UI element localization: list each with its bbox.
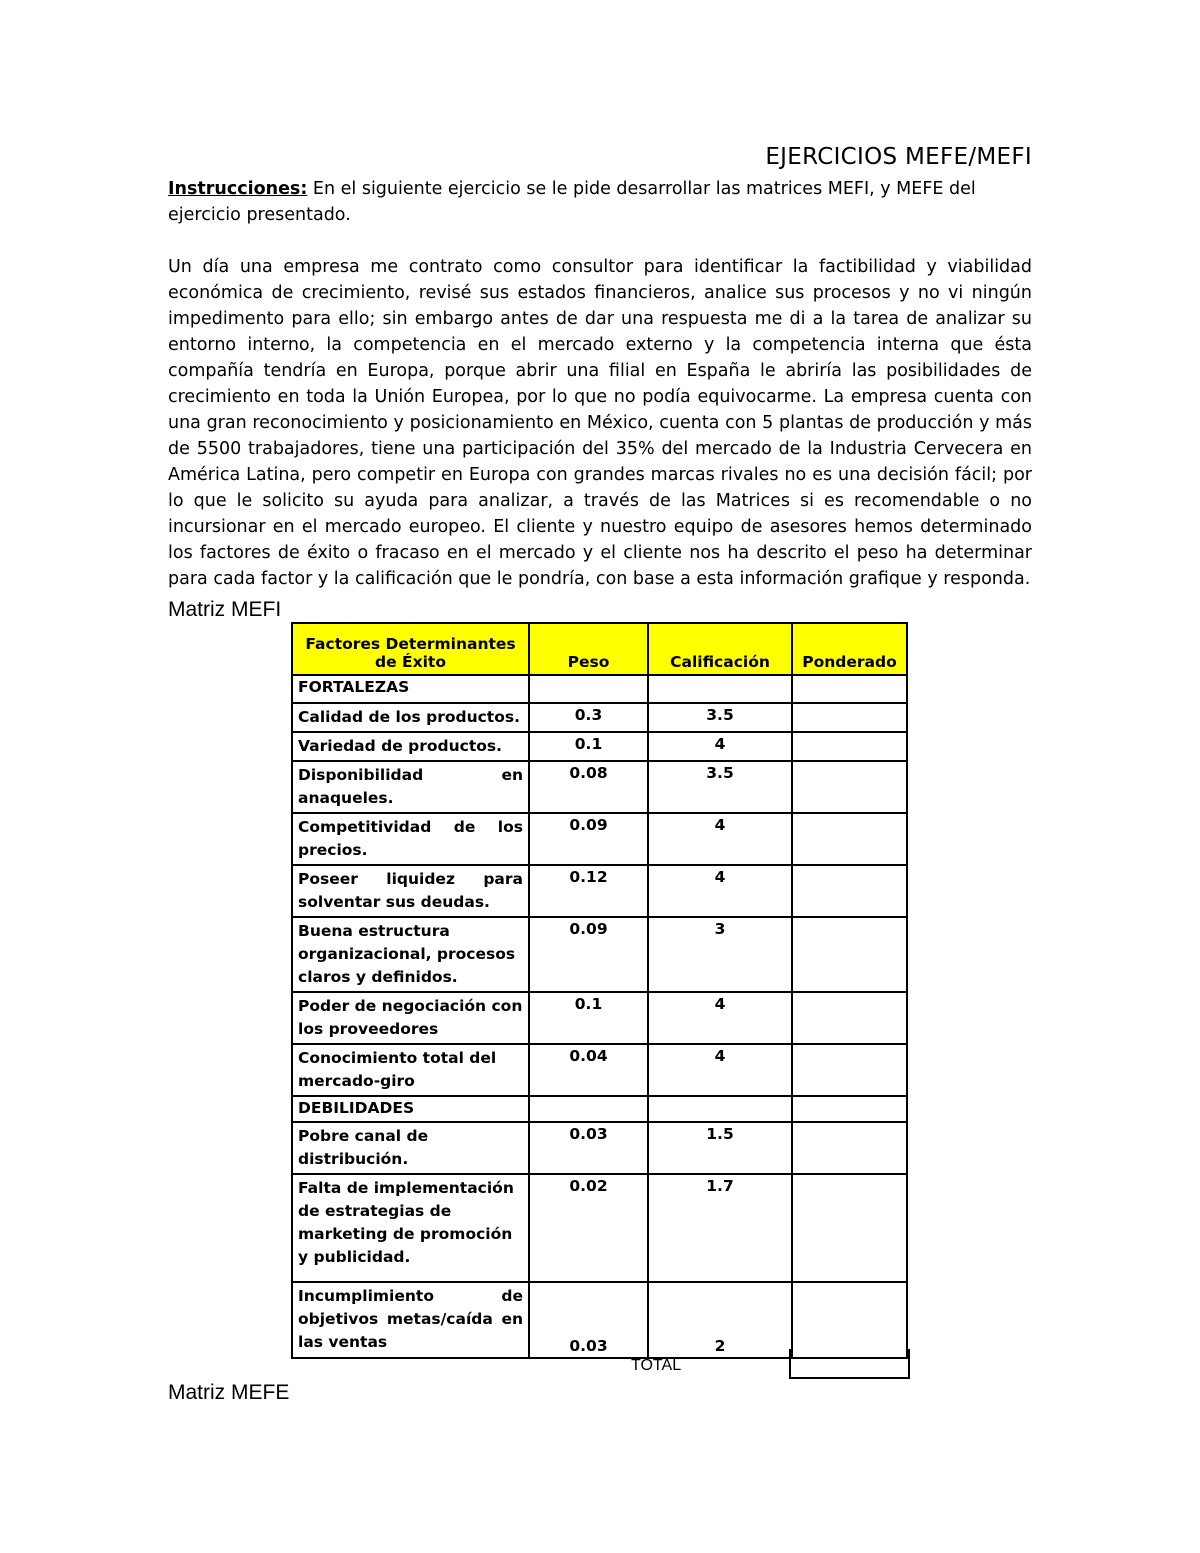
table-row xyxy=(292,1122,907,1174)
body-paragraph: Un día una empresa me contrato como consultor para identificar la factibilidad y viabilidad económica de crecimiento, revisé sus estados financieros, analice sus procesos y no vi ningún impedimento para ello; sin embargo antes de dar una respuesta me di a la tarea de analizar su entorno interno, la competencia en el mercado externo y la competencia interna que ésta compañía tendría en Europa, porque abrir una filial en España le abriría las posibilidades de crecimiento en toda la Unión Europea, por lo que no podía equivocarme. La empresa cuenta con una gran reconocimiento y posicionamiento en México, cuenta con 5 plantas de producción y más de 5500 trabajadores, tiene una participación del 35% del mercado de la Industria Cervecera en América Latina, pero competir en Europa con grandes marcas rivales no es una decisión fácil; por lo que le solicito su ayuda para analizar, a través de las Matrices si es recomendable o no incursionar en el mercado europeo. El cliente y nuestro equipo de asesores hemos determinado los factores de éxito o fracaso en el mercado y el cliente nos ha descrito el peso ha determinar para cada factor y la calificación que le pondría, con base a esta información grafique y responda. xyxy=(168,257,1032,589)
table-row xyxy=(292,732,907,761)
table-row xyxy=(292,761,907,813)
ponderado-cell xyxy=(792,1122,907,1174)
factor-cell: Incumplimiento de objetivos metas/caída en las ventas xyxy=(292,1282,529,1358)
factor-cell: Calidad de los productos. xyxy=(292,703,529,732)
calificacion-cell: 1.7 xyxy=(648,1174,792,1282)
factor-cell: Falta de implementación de estrategias de marketing de promoción y publicidad. xyxy=(292,1174,529,1282)
section-row-fortalezas xyxy=(292,675,907,703)
ponderado-cell xyxy=(792,732,907,761)
factor-cell: Variedad de productos. xyxy=(292,732,529,761)
empty-cell xyxy=(529,675,648,703)
table-row xyxy=(292,1174,907,1282)
calificacion-cell: 3.5 xyxy=(648,703,792,732)
empty-cell xyxy=(529,1096,648,1122)
factor-cell: Poder de negociación con los proveedores xyxy=(292,992,529,1044)
mefi-table xyxy=(291,622,908,1359)
ponderado-cell xyxy=(792,992,907,1044)
calificacion-cell: 4 xyxy=(648,865,792,917)
peso-cell: 0.1 xyxy=(529,732,648,761)
empty-cell xyxy=(792,1096,907,1122)
instructions-text: En el siguiente ejercicio se le pide desarrollar las matrices MEFI, y MEFE del ejercicio presentado. xyxy=(168,179,976,225)
peso-cell: 0.03 xyxy=(529,1122,648,1174)
page-title: EJERCICIOS MEFE/MEFI xyxy=(765,144,1032,170)
peso-cell: 0.02 xyxy=(529,1174,648,1282)
calificacion-cell: 4 xyxy=(648,1044,792,1096)
empty-cell xyxy=(648,1096,792,1122)
factor-cell: Competitividad de los precios. xyxy=(292,813,529,865)
calificacion-cell: 3 xyxy=(648,917,792,992)
total-label: TOTAL xyxy=(631,1357,682,1374)
section-label-fortalezas: FORTALEZAS xyxy=(292,675,529,703)
caption-matriz-mefe: Matriz MEFE xyxy=(168,1381,290,1404)
factor-cell: Disponibilidad en anaqueles. xyxy=(292,761,529,813)
table-row xyxy=(292,813,907,865)
header-peso: Peso xyxy=(529,623,648,675)
ponderado-cell xyxy=(792,813,907,865)
section-row-debilidades xyxy=(292,1096,907,1122)
table-row xyxy=(292,992,907,1044)
table-row xyxy=(292,1044,907,1096)
ponderado-cell xyxy=(792,865,907,917)
calificacion-cell: 1.5 xyxy=(648,1122,792,1174)
factor-cell: Conocimiento total del mercado-giro xyxy=(292,1044,529,1096)
calificacion-cell: 4 xyxy=(648,813,792,865)
peso-cell: 0.08 xyxy=(529,761,648,813)
factor-cell: Buena estructura organizacional, procesos claros y definidos. xyxy=(292,917,529,992)
calificacion-cell: 4 xyxy=(648,732,792,761)
peso-cell: 0.3 xyxy=(529,703,648,732)
table-row xyxy=(292,703,907,732)
caption-matriz-mefi: Matriz MEFI xyxy=(168,598,282,621)
instructions xyxy=(168,176,1032,228)
ponderado-cell xyxy=(792,1282,907,1358)
calificacion-cell: 3.5 xyxy=(648,761,792,813)
table-header-row xyxy=(292,623,907,675)
table-row xyxy=(292,1282,907,1358)
factor-cell: Pobre canal de distribución. xyxy=(292,1122,529,1174)
empty-cell xyxy=(792,675,907,703)
instructions-label: Instrucciones: xyxy=(168,179,308,199)
total-row xyxy=(291,1349,908,1379)
ponderado-cell xyxy=(792,761,907,813)
calificacion-cell: 2 xyxy=(648,1282,792,1358)
ponderado-cell xyxy=(792,1044,907,1096)
ponderado-cell xyxy=(792,917,907,992)
factor-cell: Poseer liquidez para solventar sus deudas. xyxy=(292,865,529,917)
ponderado-cell xyxy=(792,703,907,732)
peso-cell: 0.04 xyxy=(529,1044,648,1096)
section-label-debilidades: DEBILIDADES xyxy=(292,1096,529,1122)
ponderado-cell xyxy=(792,1174,907,1282)
calificacion-cell: 4 xyxy=(648,992,792,1044)
peso-cell: 0.09 xyxy=(529,813,648,865)
peso-cell: 0.09 xyxy=(529,917,648,992)
table-row xyxy=(292,917,907,992)
peso-cell: 0.12 xyxy=(529,865,648,917)
total-value-box xyxy=(789,1349,910,1379)
table-row xyxy=(292,865,907,917)
header-ponderado: Ponderado xyxy=(792,623,907,675)
peso-cell: 0.03 xyxy=(529,1282,648,1358)
empty-cell xyxy=(648,675,792,703)
header-calificacion: Calificación xyxy=(648,623,792,675)
header-factor: Factores Determinantes de Éxito xyxy=(292,623,529,675)
peso-cell: 0.1 xyxy=(529,992,648,1044)
